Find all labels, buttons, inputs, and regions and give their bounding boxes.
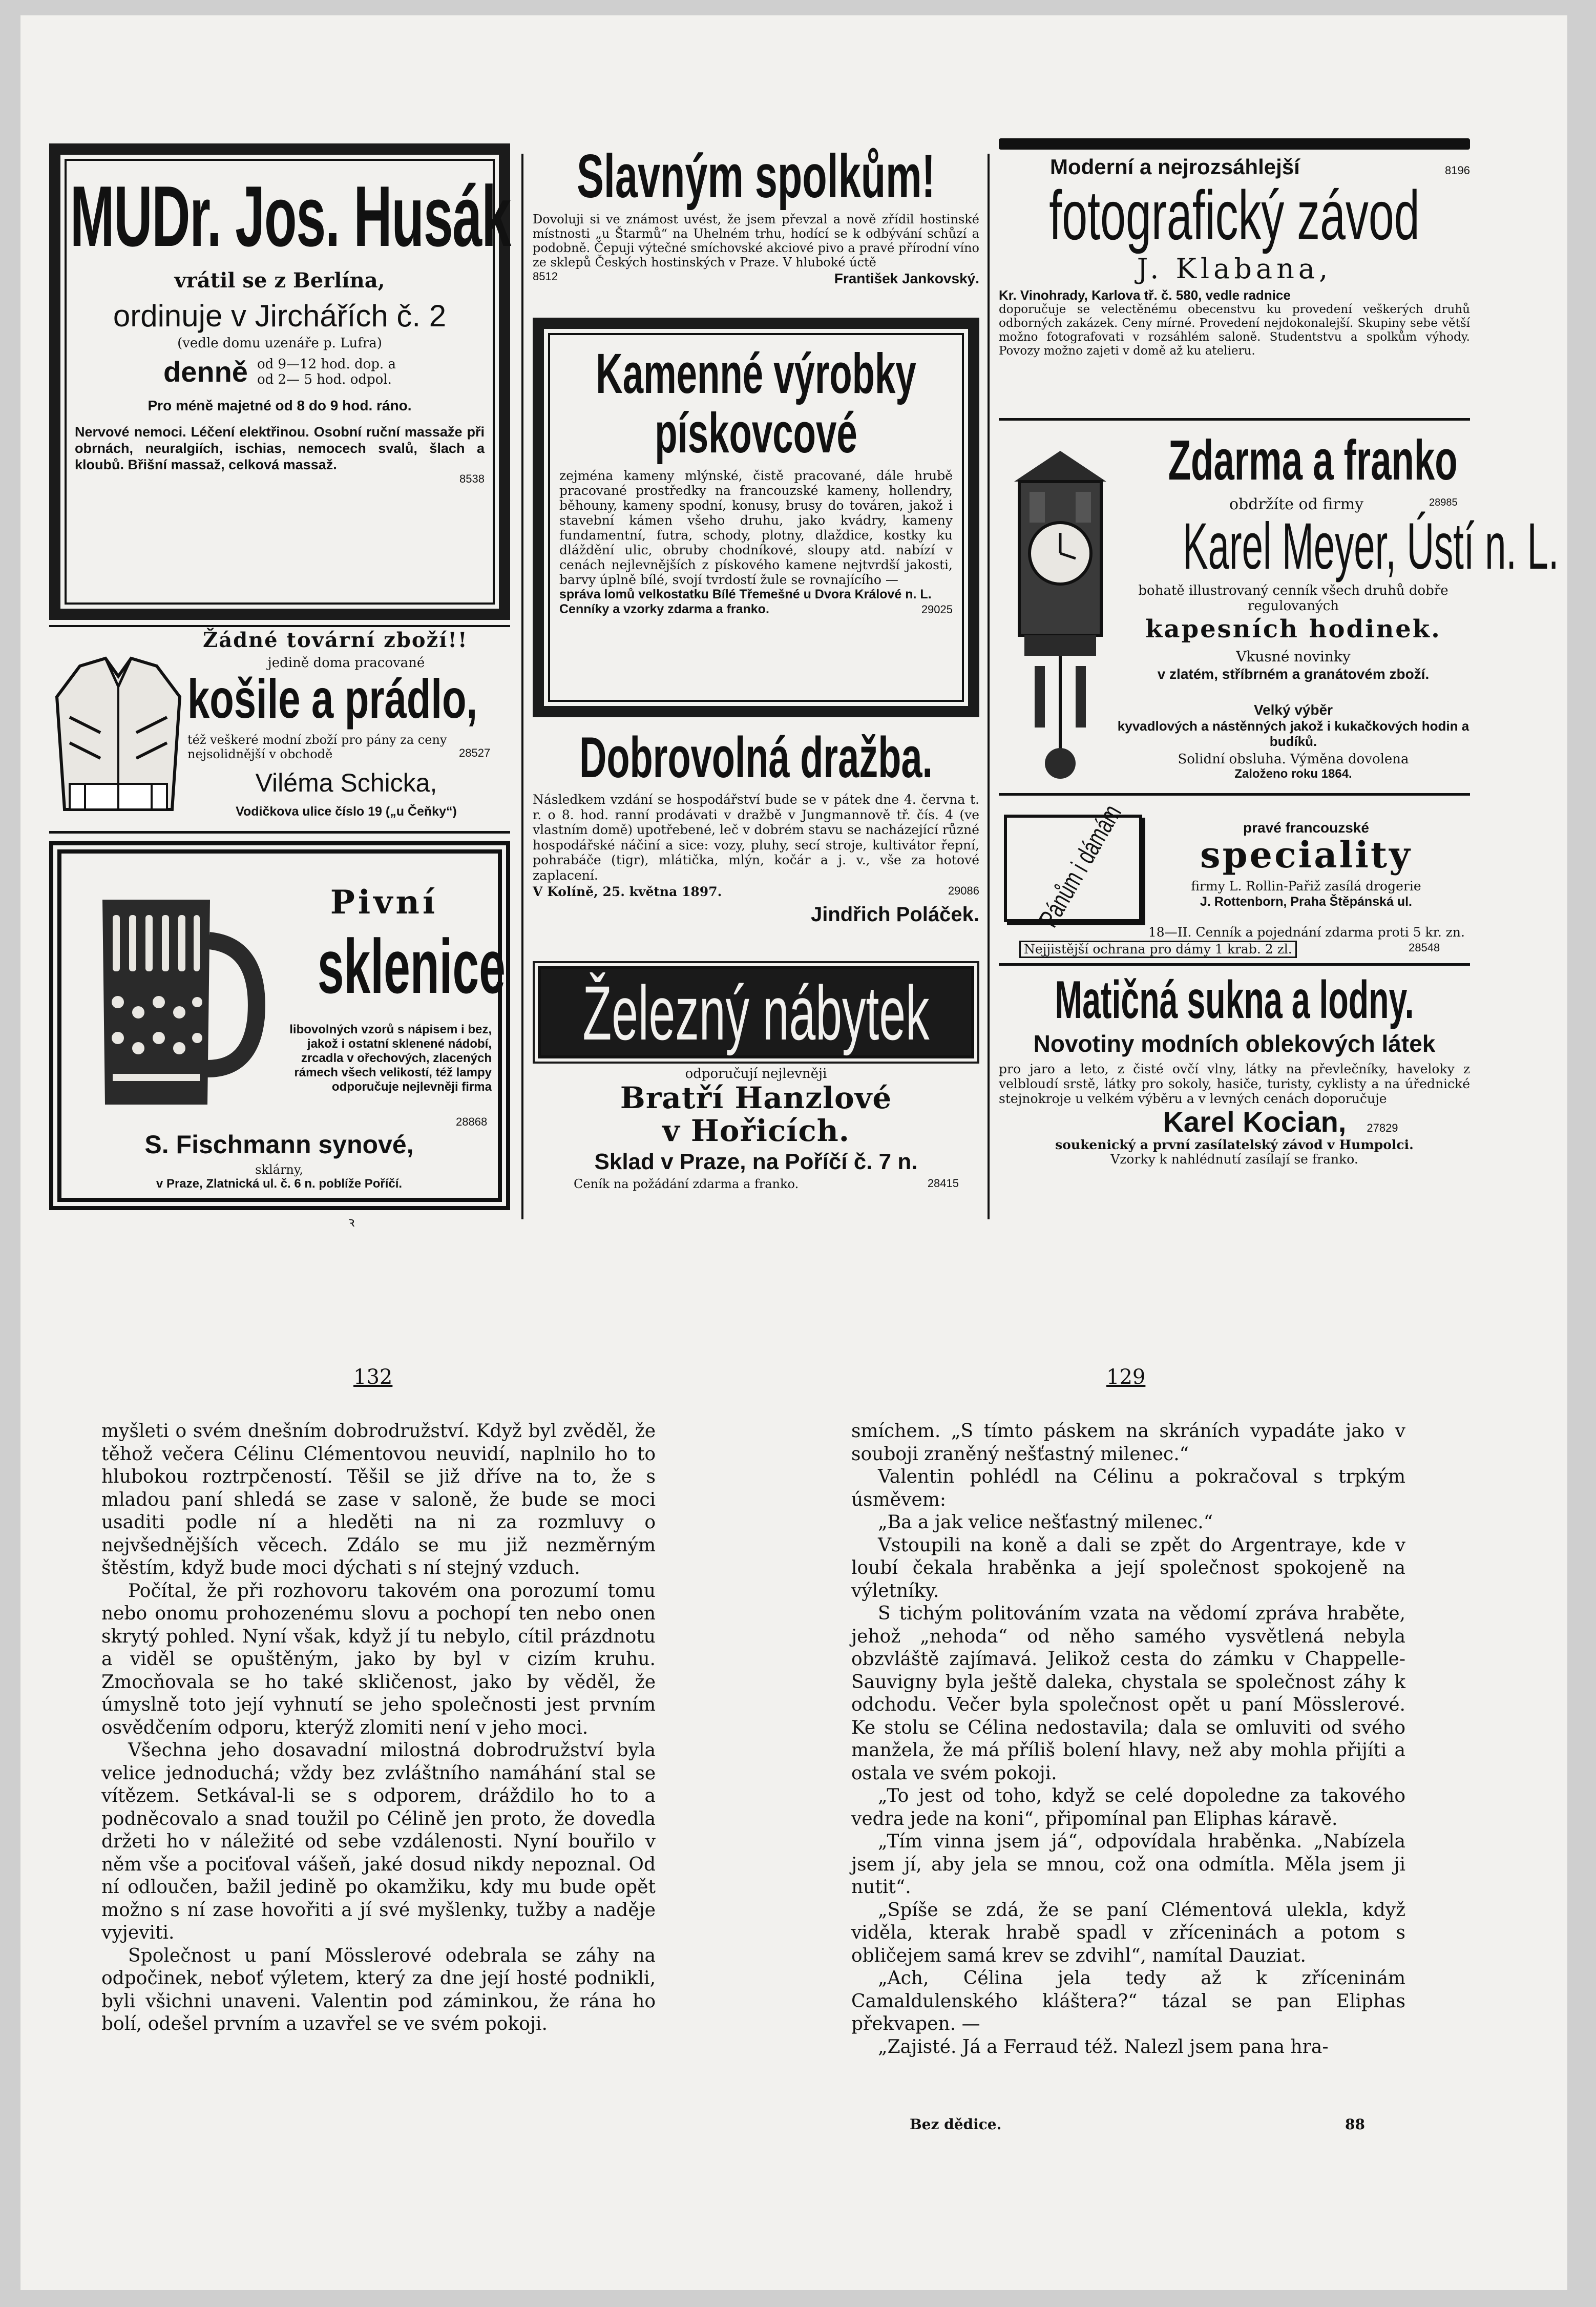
kamenne-title2: pískovcové	[655, 402, 857, 465]
left-paragraph-2: Počítal, že při rozhovoru takovém ona porozumí tomu nebo onomu prohozenému slovu a pochopí ten nebo onen skrytý pohled. Nyní však, když jí tu nebylo, cítil prázdnotu a viděl se opuštěným, jako by byl v cizím kruhu. Zmocňovala se ho také skličenost, jako by věděl, že úmyslně toto její vyhnutí se jeho společnosti jest prvním osvědčením odporu, kterýž zlomiti není v jeho moci.	[101, 1580, 656, 1738]
left-paragraph-3: Všechna jeho dosavadní milostná dobrodružství byla velice jednoduchá; vždy bez zvláštního namáhání stal se vítězem. Setkával-li se s odporem, dráždilo ho to a podněcovalo a snad toužil po Célině jen proto, že dovedla držeti ho v náležité od sebe vzdálenosti. Nyní bouřilo v něm vše a pociťoval vášeň, jaké dosud nikdy nepoznal. Od ní odloučen, bažil jedině po okamžiku, kdy mu bude opět možno s ní zase hovořiti a jí své myšlenky, tužby a naděje vyjeviti.	[101, 1740, 656, 1943]
klabana-headline: Moderní a nejrozsáhlejší	[1050, 155, 1300, 179]
schick-line1: jedině doma pracované	[267, 655, 425, 671]
right-paragraph-9: „Ach, Célina jela tedy až k zříceninám Camaldulenského kláštera?“ tázal se pan Eliphas překvapen. —	[851, 1968, 1405, 2034]
nabytek-title-box	[538, 966, 974, 1058]
shirt-illustration	[49, 656, 187, 820]
right-paragraph-8: „Spíše se zdá, že se paní Clémentová ulekla, když viděla, kterak hrabě spadl v zříceninách a potom s obličejem samá krev se zdvihl“, namítal Dauziat.	[851, 1899, 1405, 1966]
klabana-head	[999, 155, 1470, 179]
right-paragraph-6: „To jest od toho, když se celé dopoledne za takového vedra jede na koni“, připomínal pan Eliphas káravě.	[851, 1785, 1405, 1830]
cuckoo-clock-icon	[1004, 451, 1117, 789]
ad-rottenborn	[999, 800, 1470, 958]
klabana-name: J. Klabana,	[1137, 253, 1332, 285]
drazba-body: Následkem vzdání se hospodářství bude se v pátek dne 4. června t. r. o 8. hod. ranní prodávati v dražbě v Jungmannově tř. čís. 4 (ve vlastním domě) upotřebené, leč v dobrém stavu se nacházející různé hospodářské náčiní a sice: vozy, pluhy, secí stroje, kultivátor řepní, pohrabáče (tigr), mlátička, mlýn, kočár a j. v., vše za hotové zaplacení.	[533, 792, 979, 883]
right-paragraph-1: smíchem. „S tímto páskem na skráních vypadáte jako v souboji zraněný nešťastný milenec.“	[851, 1421, 1405, 1465]
kocian-body: pro jaro a leto, z čisté ovčí vlny, látky na převlečníky, haveloky z velbloudí srstě, látky pro sokoly, hasiče, turisty, cyklisty a na úřednické stejnokroje u velkém výběru a v levných cenách doporučuje	[999, 1061, 1470, 1106]
left-page-number: 132	[353, 1365, 393, 1389]
klabana-ref: 8196	[1445, 164, 1470, 177]
plate-mark: ꝛ	[348, 1215, 355, 1230]
ad-drazba	[533, 725, 979, 953]
drazba-ref: 29086	[948, 884, 979, 897]
husak-hours-1: od 9—12 hod. dop. a	[257, 357, 396, 372]
klabana-top-bar	[999, 138, 1470, 150]
meyer-line2: bohatě illustrovaný cenník všech druhů dobře regulovaných	[1138, 583, 1448, 614]
nabytek-title: Železný nábytek	[582, 970, 930, 1056]
rottenborn-line4: Nejjistější ochrana pro dámy 1 krab. 2 zl.	[1019, 941, 1297, 958]
kamenne-ref: 29025	[921, 603, 953, 616]
right-footer-right: 88	[1345, 2116, 1365, 2133]
meyer-founded: Založeno roku 1864.	[1234, 767, 1352, 781]
husak-ref: 8538	[459, 472, 485, 486]
meyer-line7: Solidní obsluha. Výměna dovolena	[1178, 752, 1409, 767]
ad-husak	[49, 143, 510, 620]
kamenne-title1: Kamenné výrobky	[596, 342, 916, 405]
nabytek-note: Ceník na požádání zdarma a franko.	[574, 1177, 799, 1192]
right-paragraph-7: „Tím vinna jsem já“, odpovídala hraběnka. „Nabízela jsem jí, aby jela se mnou, což ona odmítla. Měla jsem ji nutit“.	[851, 1831, 1405, 1898]
ad-nabytek	[533, 963, 979, 1219]
spolkum-footer	[533, 271, 979, 286]
schick-desc: též veškeré modní zboží pro pány za ceny nejsolidnější v obchodě	[187, 733, 447, 761]
fischmann-title2: sklenice	[317, 923, 506, 1009]
ad-kocian	[999, 963, 1470, 1219]
schick-headline: Žádné tovární zboží!!	[203, 628, 468, 652]
nabytek-firm2: v Hořicích.	[662, 1113, 850, 1149]
fischmann-desc: libovolných vzorů s nápisem i bez, jakož i ostatní sklenené nádobí, zrcadla v ořechových, zlacených rámech všech velikostí, též lampy odporučuje nejlevněji firma	[289, 1023, 492, 1094]
ad-klabana	[999, 138, 1470, 425]
husak-hours	[75, 356, 485, 388]
spolkum-ref: 8512	[533, 270, 558, 283]
right-page-text	[851, 1420, 1405, 2059]
kocian-firm-row	[999, 1106, 1470, 1138]
husak-name: MUDr. Jos. Husák	[70, 168, 511, 264]
spolkum-body: Dovoluji si ve známost uvést, že jsem převzal a nově zřídil hostinské místnosti „u Štarmů“ na Uhelném trhu, hodící se k odbývání schůzí a podobně. Čepuji výtečné smíchovské akciové pivo a pravé přírodní víno ze sklepů Českých hostinských v Praze. V hluboké úctě	[533, 212, 979, 269]
rottenborn-side: Pánům i dámám	[1034, 800, 1127, 932]
column-rule-1	[521, 154, 523, 1219]
right-paragraph-3: „Ba a jak velice nešťastný milenec.“	[878, 1512, 1213, 1533]
rottenborn-title: speciality	[1200, 834, 1412, 876]
drazba-footer	[533, 885, 979, 899]
nabytek-firm1: Bratří Hanzlové	[620, 1080, 892, 1116]
cuckoo-clock-illustration	[1004, 451, 1117, 789]
kocian-firm: Karel Kocian,	[1163, 1105, 1347, 1138]
kocian-title: Matičná sukna a lodny.	[1055, 970, 1414, 1030]
meyer-line3: Vkusné novinky	[1236, 648, 1351, 665]
drazba-signature: Jindřich Poláček.	[810, 903, 979, 926]
husak-denne: denně	[163, 356, 248, 388]
ad-spolkum	[533, 143, 979, 313]
meyer-line6: kyvadlových a nástěnných jakož i kukačkových hodin a budíků.	[1117, 718, 1469, 749]
right-paragraph-4: Vstoupili na koně a dali se zpět do Argentraye, kde v loubí čekala hraběnka a její společnost spokojeně na výletníky.	[851, 1534, 1405, 1602]
ad-fischmann	[49, 841, 510, 1210]
kocian-line3: Vzorky k nahlédnutí zasílají se franko.	[1110, 1152, 1358, 1167]
rottenborn-side-box	[1004, 800, 1142, 932]
newspaper-sheet	[20, 15, 1567, 2290]
fischmann-ref: 28868	[456, 1115, 488, 1128]
rottenborn-ref: 28548	[1409, 941, 1440, 954]
meyer-line4: v zlatém, stříbrném a granátovém zboží.	[1157, 666, 1430, 682]
nabytek-line1: odporučují nejlevněji	[685, 1066, 827, 1082]
klabana-title: fotografický závod	[1049, 176, 1420, 255]
kocian-ref: 27829	[1367, 1121, 1398, 1134]
nabytek-store: Sklad v Praze, na Poříčí č. 7 n.	[594, 1149, 918, 1175]
schick-firm: Viléma Schicka,	[255, 768, 437, 797]
kocian-line2: soukenický a první zasílatelský závod v Humpolci.	[1055, 1137, 1414, 1153]
fischmann-sub: sklárny,	[255, 1162, 303, 1177]
rottenborn-line1: pravé francouzské	[1243, 820, 1369, 836]
right-paragraph-2: Valentin pohlédl na Célinu a pokračoval s trpkým úsměvem:	[851, 1466, 1405, 1510]
rottenborn-firm: J. Rottenborn, Praha Štěpánská ul.	[1200, 895, 1412, 909]
nabytek-ref: 28415	[927, 1177, 959, 1190]
drazba-title: Dobrovolná dražba.	[579, 725, 933, 789]
meyer-line1: obdržíte od firmy	[1229, 495, 1364, 513]
schick-title: košile a prádlo,	[187, 668, 478, 730]
left-page-text	[101, 1420, 656, 2036]
husak-address-note: (vedle domu uzenáře p. Lufra)	[177, 335, 382, 351]
klabana-address: Kr. Vinohrady, Karlova tř. č. 580, vedle radnice	[999, 287, 1291, 303]
left-paragraph-4: Společnost u paní Mösslerové odebrala se záhy na odpočinek, neboť výletem, který za dne její hosté podnikli, byli všichni unaveni. Valentin pod záminkou, že rána ho bolí, odešel prvním a uzavřel se ve svém pokoji.	[101, 1945, 656, 2034]
rottenborn-line3: 18—II. Cenník a pojednání zdarma proti 5 kr. zn.	[1148, 925, 1465, 940]
schick-address: Vodičkova ulice číslo 19 („u Čeňky“)	[236, 804, 457, 819]
meyer-firm: Karel Meyer, Ústí n. L.	[1183, 510, 1559, 583]
meyer-ref: 28985	[1429, 497, 1458, 508]
right-page-number: 129	[1106, 1365, 1146, 1389]
meyer-title: Zdarma a franko	[1168, 429, 1458, 492]
drazba-place-date: V Kolíně, 25. května 1897.	[533, 884, 722, 899]
husak-poor: Pro méně majetné od 8 do 9 hod. ráno.	[148, 397, 412, 413]
kamenne-body: zejména kameny mlýnské, čistě pracované, dále hrubě pracované prostředky na francouzské kameny, hollendry, běhouny, kameny spodní, konusy, brusy do továren, jakož i stavební kámen všeho druhu, jako kvádry, kameny fundamentní, futra, schody, plotny, dlaždice, kostky ku dláždění ulic, obruby chodníkové, sloupy atd. nabízí v cenách nejlevnějších z pískového kamene nejtvrdší jakosti, barvy úplně bílé, svojí tvrdostí žule se rovnajícího —	[559, 468, 953, 587]
husak-treatments: Nervové nemoci. Léčení elektřinou. Osobní ruční massaže při obrnách, neuralgiích, ischias, nemocech svalů, šlach a kloubů. Břišní massaž, celková massaž.	[75, 424, 485, 473]
ad-meyer	[999, 429, 1559, 799]
right-footer-left: Bez dědice.	[910, 2116, 1002, 2133]
spolkum-title: Slavným spolkům!	[577, 142, 935, 211]
shirt-icon	[49, 656, 187, 820]
husak-hours-2: od 2— 5 hod. odpol.	[257, 372, 392, 388]
ad-kamenne	[533, 318, 979, 717]
ad-schick	[49, 625, 510, 835]
kamenne-admin: správa lomů velkostatku Bílé Třemešné u Dvora Králové n. L. Cenníky a vzorky zdarma a franko.	[559, 587, 932, 616]
left-paragraph-1: myšleti o svém dnešním dobrodružství. Když byl zvěděl, že těhož večera Célinu Clémentovou neuvidí, naplnilo ho to hlubokou roztrpčeností. Těšil se již dříve na to, že s mladou paní shledá se zase v saloně, že bude se moci usaditi podle ní a hleděti na ni za rozmluvy o nejvšednějších věcech. Zdálo se mu již nezměrným štěstím, když bude moci dýchati s ní stejný vzduch.	[101, 1421, 656, 1578]
kocian-sub: Novotiny modních oblekových látek	[1033, 1030, 1436, 1057]
klabana-body: doporučuje se velectěnému obecenstvu ku provedení veškerých druhů odborných zakázek. Ceny mírné. Provedení nejdokonalejší. Skupiny sebe větší možno fotografovati v rozsáhlém saloně. Studentstvu a spolkům výhody. Povozy možno zajeti v domě až ku atelieru.	[999, 302, 1470, 358]
fischmann-address: v Praze, Zlatnická ul. č. 6 n. poblíže Poříčí.	[156, 1177, 403, 1191]
right-paragraph-5: S tichým politováním vzata na vědomí zpráva hraběte, jehož „nehoda“ od něho samého vysvětlená nebyla obzvláště zajímavá. Jelikož cesta do zámku v Chappelle-Sauvigny byla ještě daleka, chystala se společnost záhy k odchodu. Večer byla společnost opět u paní Mösslerové. Ke stolu se Célina nedostavila; dala se omluviti od svého manžela, že má příliš bolení hlavy, než aby mohla přijíti a ostala ve svém pokoji.	[851, 1603, 1405, 1784]
meyer-line5: Velký výběr	[1253, 702, 1333, 718]
husak-returned: vrátil se z Berlína,	[174, 268, 385, 293]
husak-ordinuje: ordinuje v Jirchářích č. 2	[113, 298, 447, 333]
fischmann-firm: S. Fischmann synové,	[144, 1130, 414, 1159]
schick-ref: 28527	[459, 746, 491, 759]
spolkum-signature: František Jankovský.	[834, 271, 979, 286]
right-paragraph-10: „Zajisté. Já a Ferraud též. Nalezl jsem pana hra-	[878, 2036, 1329, 2057]
column-rule-2	[988, 154, 990, 1219]
fischmann-title1: Pivní	[330, 883, 438, 922]
nabytek-footer	[533, 1177, 979, 1191]
meyer-product: kapesních hodinek.	[1145, 615, 1441, 643]
husak-hours-lines	[257, 357, 396, 387]
rottenborn-line2: firmy L. Rollin-Pařiž zasílá drogerie	[1191, 879, 1421, 893]
